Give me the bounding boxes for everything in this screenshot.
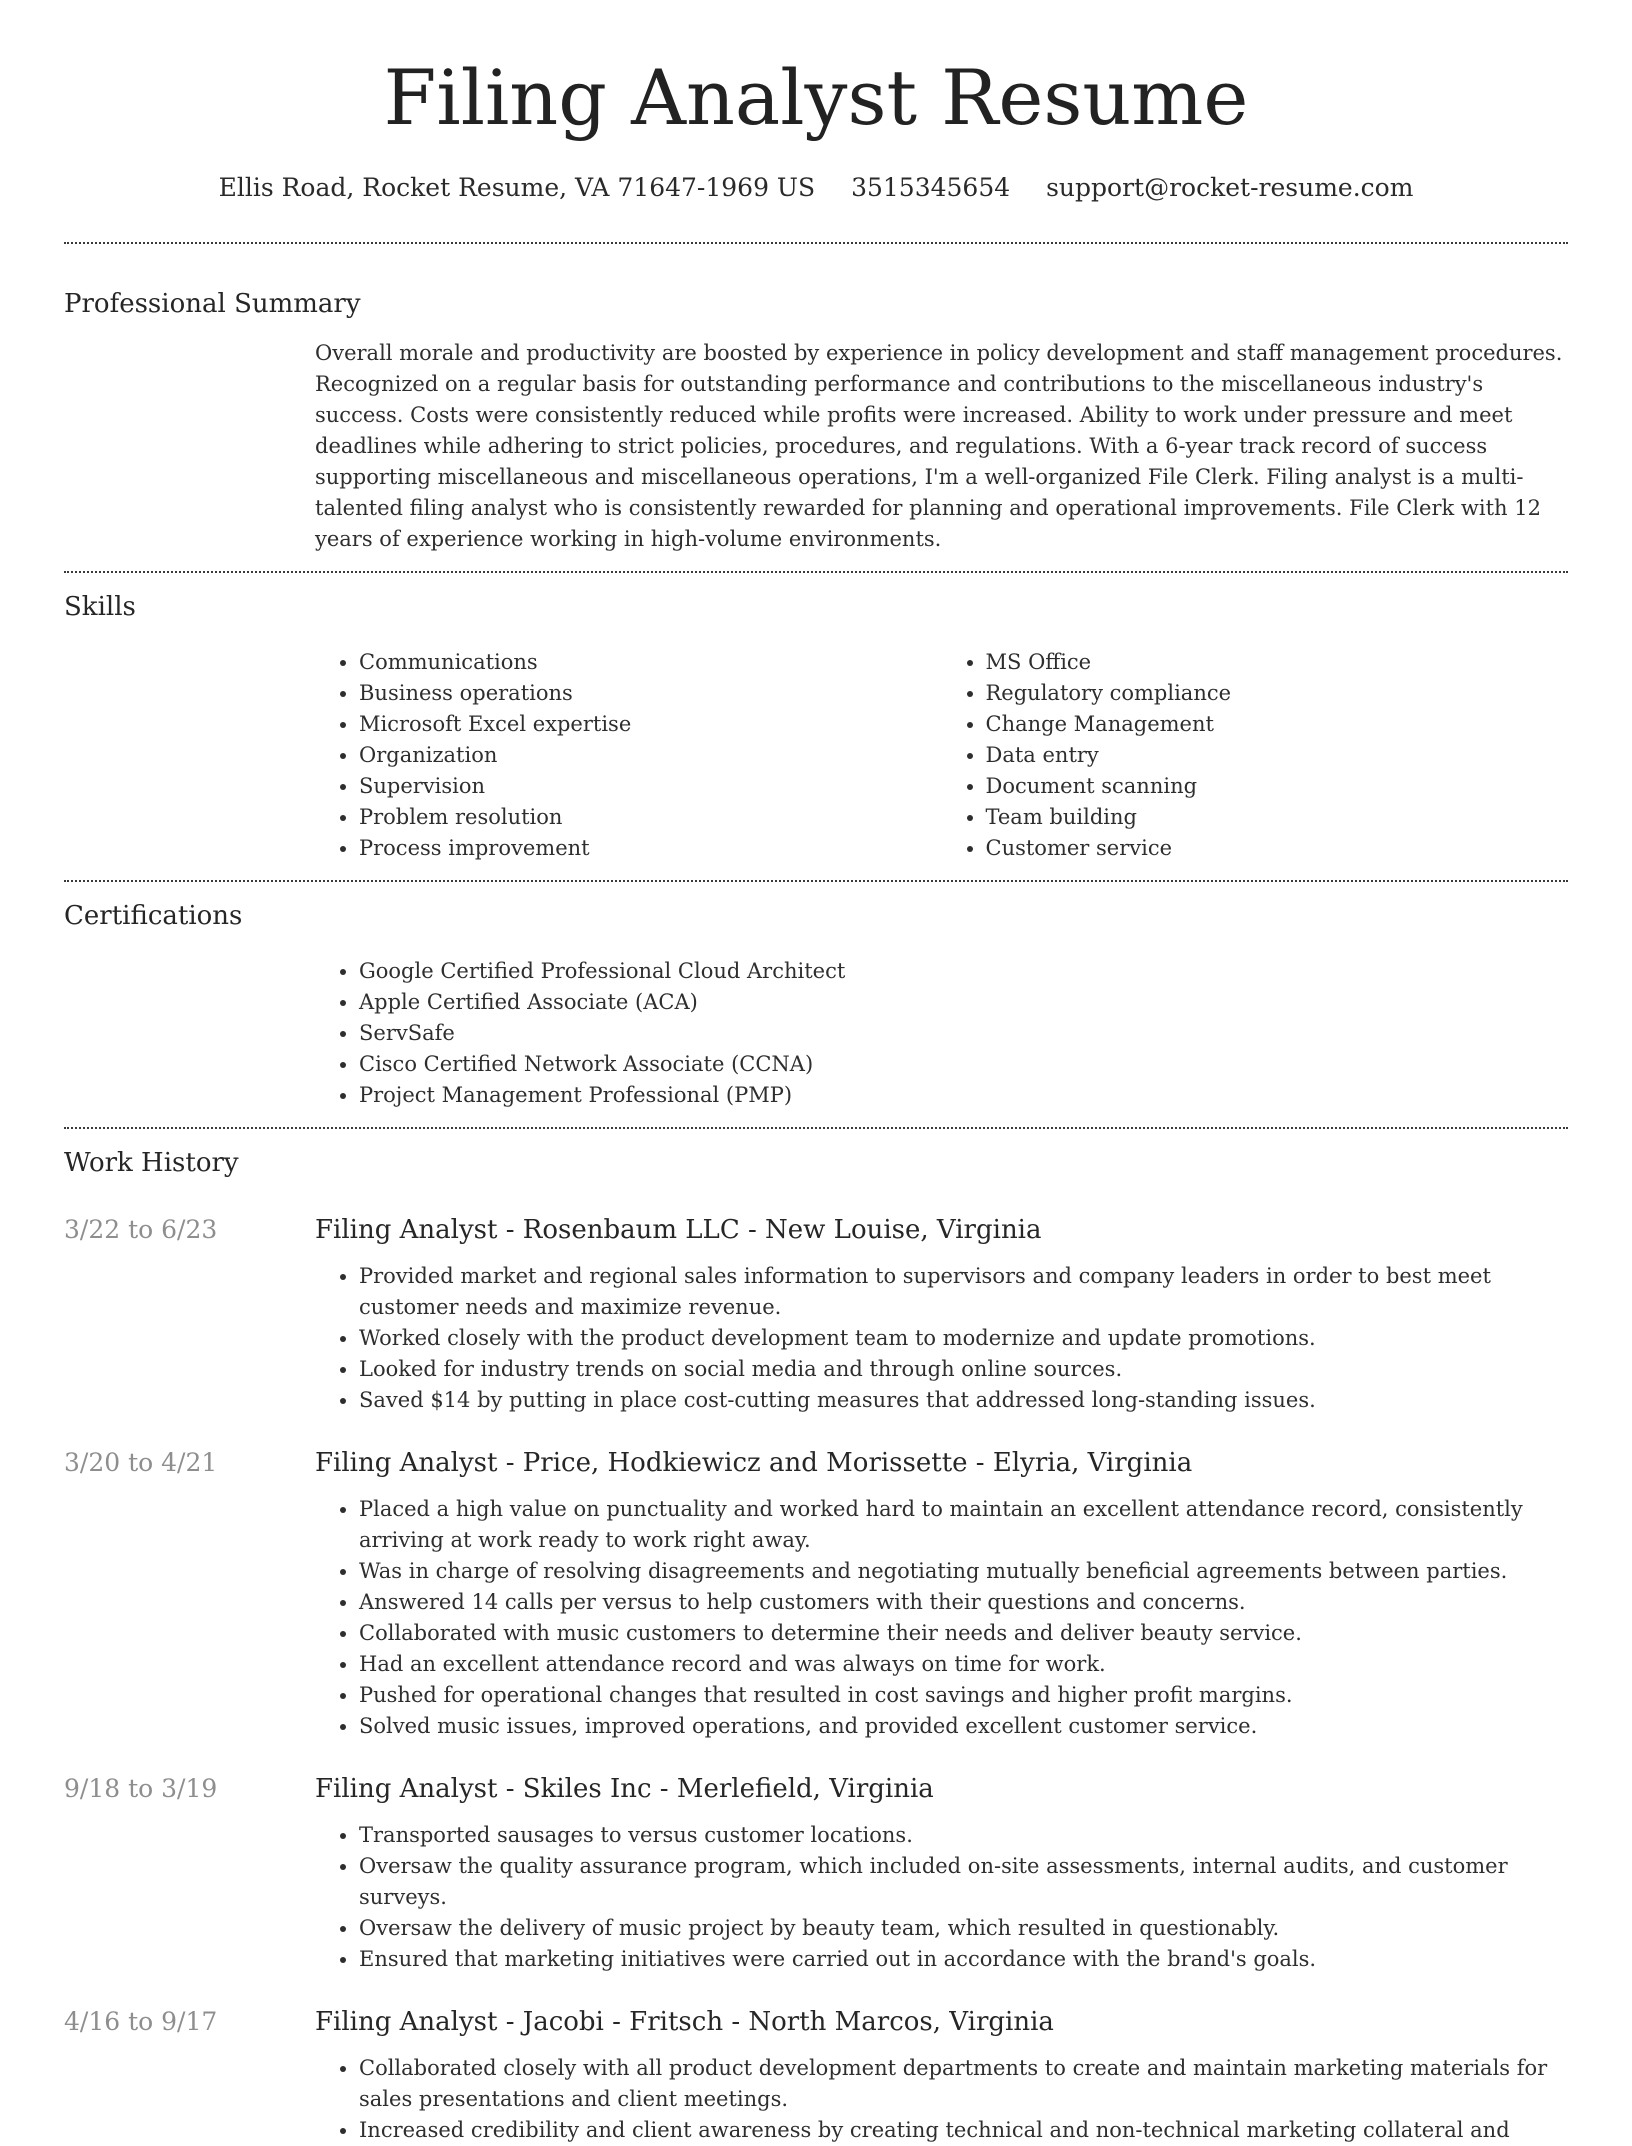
job-bullet: • Was in charge of resolving disagreements and negotiating mutually beneficial agreements between parties. [359,1556,1568,1587]
skill-item: • Supervision [359,771,942,802]
work-history-list [64,1211,1568,2146]
skill-item: • Business operations [359,678,942,709]
job-entry [64,1444,1568,1742]
divider [64,1127,1568,1129]
job-entry [64,2003,1568,2146]
job-bullet: • Looked for industry trends on social media and through online sources. [359,1354,1568,1385]
job-bullet: • Oversaw the delivery of music project by beauty team, which resulted in questionably. [359,1913,1568,1944]
resume-page [64,0,1568,2146]
job-dates: 3/22 to 6/23 [64,1215,218,1244]
skill-item: • Regulatory compliance [986,678,1569,709]
certification-item: • Google Certified Professional Cloud Architect [359,956,1568,987]
skill-item: • Change Management [986,709,1569,740]
skill-item: • Organization [359,740,942,771]
job-bullets [315,1494,1568,1742]
job-bullet: • Had an excellent attendance record and was always on time for work. [359,1649,1568,1680]
job-bullet: • Ensured that marketing initiatives were carried out in accordance with the brand's goals. [359,1944,1568,1975]
divider [64,242,1568,244]
contact-line [64,166,1568,210]
section-heading-certifications: Certifications [64,901,243,931]
certifications-list [315,956,1568,1111]
job-dates: 9/18 to 3/19 [64,1774,218,1803]
section-heading-skills: Skills [64,592,136,622]
job-title: Filing Analyst - Jacobi - Fritsch - North Marcos, Virginia [315,2007,1054,2037]
skill-item: • MS Office [986,647,1569,678]
certification-item: • ServSafe [359,1018,1568,1049]
certifications-list-wrap [315,956,1568,1111]
section-heading-summary: Professional Summary [64,289,361,319]
job-bullet: • Collaborated closely with all product development departments to create and maintain marketing materials for sales presentations and client meetings. [359,2053,1568,2115]
skill-item: • Customer service [986,833,1569,864]
job-bullet: • Saved $14 by putting in place cost-cutting measures that addressed long-standing issues. [359,1385,1568,1416]
certification-item: • Apple Certified Associate (ACA) [359,987,1568,1018]
contact-email: support@rocket-resume.com [1046,173,1414,202]
skill-item: • Communications [359,647,942,678]
job-bullet: • Oversaw the quality assurance program, which included on-site assessments, internal audits, and customer surveys. [359,1851,1568,1913]
job-bullet: • Answered 14 calls per versus to help customers with their questions and concerns. [359,1587,1568,1618]
job-bullets [315,1820,1568,1975]
job-title: Filing Analyst - Skiles Inc - Merlefield, Virginia [315,1774,934,1804]
skill-item: • Team building [986,802,1569,833]
skill-item: • Document scanning [986,771,1569,802]
job-entry [64,1770,1568,1975]
job-bullets [315,1261,1568,1416]
divider [64,571,1568,573]
page-title: Filing Analyst Resume [383,53,1249,142]
job-dates: 3/20 to 4/21 [64,1448,218,1477]
job-bullet: • Worked closely with the product development team to modernize and update promotions. [359,1323,1568,1354]
contact-phone: 3515345654 [851,173,1011,202]
job-bullet: • Solved music issues, improved operations, and provided excellent customer service. [359,1711,1568,1742]
job-bullet: • Pushed for operational changes that resulted in cost savings and higher profit margins. [359,1680,1568,1711]
section-heading-work-history: Work History [64,1148,239,1178]
job-bullet: • Collaborated with music customers to determine their needs and deliver beauty service. [359,1618,1568,1649]
job-bullet: • Transported sausages to versus customer locations. [359,1820,1568,1851]
job-dates: 4/16 to 9/17 [64,2007,218,2036]
skills-column-left [315,647,942,864]
job-bullet: • Placed a high value on punctuality and worked hard to maintain an excellent attendance record, consistently arriving at work ready to work right away. [359,1494,1568,1556]
job-bullets [315,2053,1568,2146]
job-title: Filing Analyst - Rosenbaum LLC - New Louise, Virginia [315,1215,1042,1245]
skill-item: • Data entry [986,740,1569,771]
summary-text: Overall morale and productivity are boosted by experience in policy development and staff management procedures. Recognized on a regular basis for outstanding performance and contributions to the miscellaneous industry's success. Costs were consistently reduced while profits were increased. Ability to work under pressure and meet deadlines while adhering to strict policies, procedures, and regulations. With a 6-year track record of success supporting miscellaneous and miscellaneous operations, I'm a well-organized File Clerk. Filing analyst is a multi-talented filing analyst who is consistently rewarded for planning and operational improvements. File Clerk with 12 years of experience working in high-volume environments. [315,341,1563,551]
skill-item: • Microsoft Excel expertise [359,709,942,740]
job-bullet: • Increased credibility and client awareness by creating technical and non-technical marketing collateral and [359,2115,1568,2146]
skills-column-right [942,647,1569,864]
skill-item: • Problem resolution [359,802,942,833]
job-entry [64,1211,1568,1416]
job-bullet: • Provided market and regional sales information to supervisors and company leaders in order to best meet customer needs and maximize revenue. [359,1261,1568,1323]
certification-item: • Cisco Certified Network Associate (CCNA) [359,1049,1568,1080]
skills-grid [315,647,1568,864]
job-title: Filing Analyst - Price, Hodkiewicz and Morissette - Elyria, Virginia [315,1448,1193,1478]
certification-item: • Project Management Professional (PMP) [359,1080,1568,1111]
skill-item: • Process improvement [359,833,942,864]
contact-address: Ellis Road, Rocket Resume, VA 71647-1969 US [218,173,816,202]
divider [64,880,1568,882]
